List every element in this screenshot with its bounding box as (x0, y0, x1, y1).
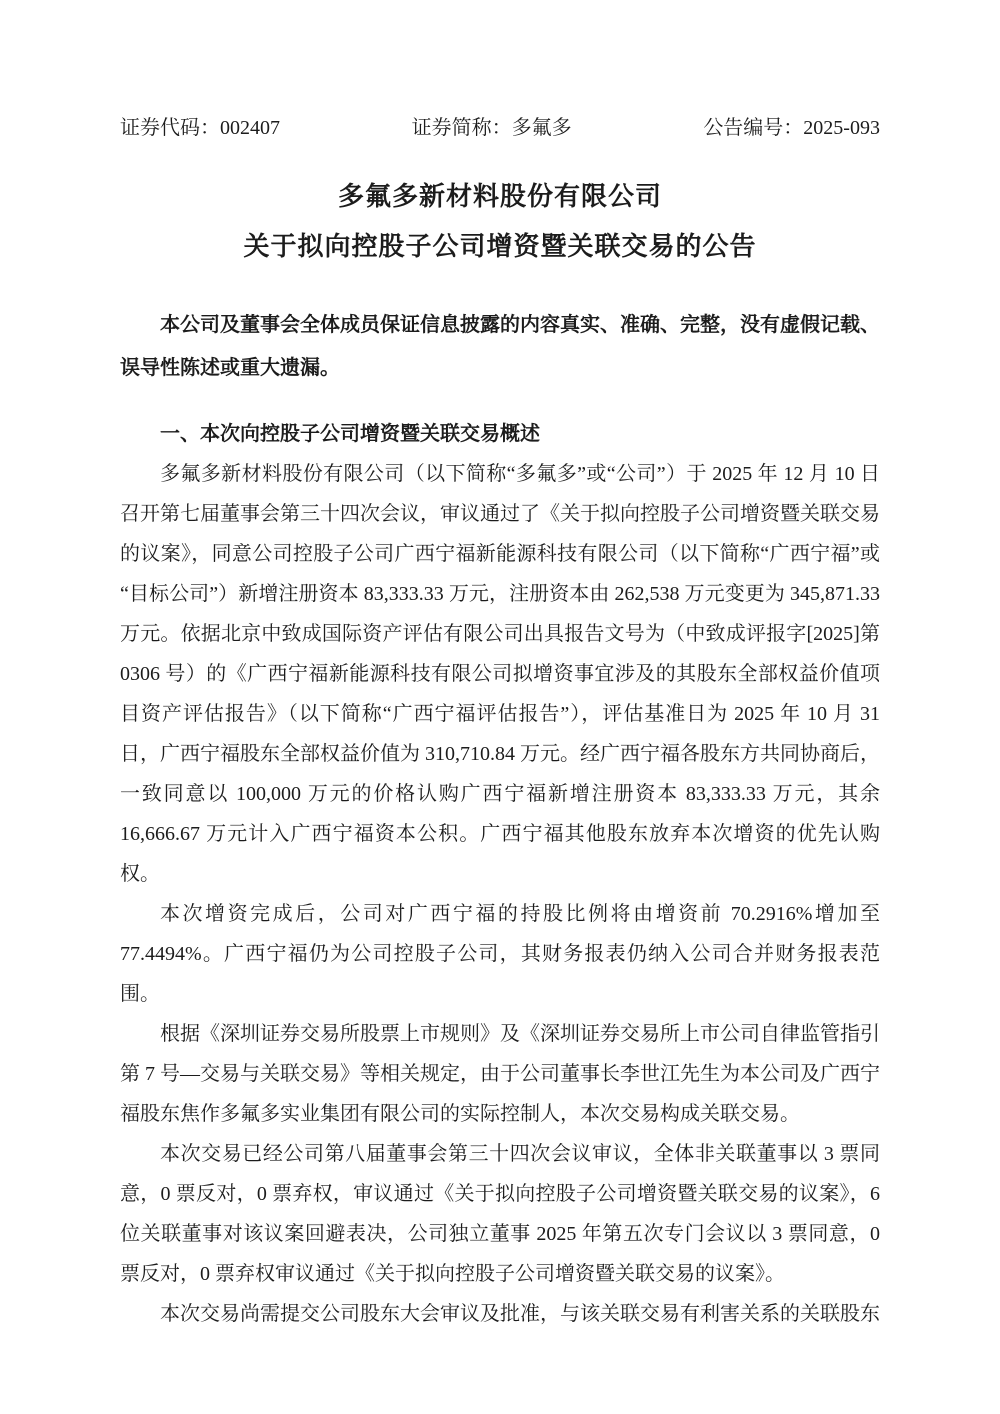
paragraph: 本次交易已经公司第八届董事会第三十四次会议审议，全体非关联董事以 3 票同意，0 票反对，0 票弃权，审议通过《关于拟向控股子公司增资暨关联交易的议案》，6 位关联董事对该议案回避表决，公司独立董事 2025 年第五次专门会议以 3 票同意，0 票反对，0 票弃权审议通过《关于拟向控股子公司增资暨关联交易的议案》。 (120, 1143, 880, 1285)
paragraph: 多氟多新材料股份有限公司（以下简称“多氟多”或“公司”）于 2025 年 12 月 10 日召开第七届董事会第三十四次会议，审议通过了《关于拟向控股子公司增资暨关联交易的议案》，同意公司控股子公司广西宁福新能源科技有限公司（以下简称“广西宁福”或“目标公司”）新增注册资本 83,333.33 万元，注册资本由 262,538 万元变更为 345,871.33 万元。依据北京中致成国际资产评估有限公司出具报告文号为（中致成评报字[2025]第 0306 号）的《广西宁福新能源科技有限公司拟增资事宜涉及的其股东全部权益价值项目资产评估报告》（以下简称“广西宁福评估报告”），评估基准日为 2025 年 10 月 31 日，广西宁福股东全部权益价值为 310,710.84 万元。经广西宁福各股东方共同协商后，一致同意以 100,000 万元的价格认购广西宁福新增注册资本 83,333.33 万元，其余 16,666.67 万元计入广西宁福资本公积。广西宁福其他股东放弃本次增资的优先认购权。 (120, 463, 880, 885)
section-body (120, 454, 880, 1334)
document-header (120, 116, 880, 140)
company-name-title: 多氟多新材料股份有限公司 (337, 182, 662, 211)
paragraph: 本次增资完成后，公司对广西宁福的持股比例将由增资前 70.2916%增加至 77.4494%。广西宁福仍为公司控股子公司，其财务报表仍纳入公司合并财务报表范围。 (120, 903, 880, 1005)
integrity-statement: 本公司及董事会全体成员保证信息披露的内容真实、准确、完整，没有虚假记载、误导性陈述或重大遗漏。 (120, 314, 880, 379)
stock-short-name: 证券简称：多氟多 (411, 117, 572, 139)
paragraph: 根据《深圳证券交易所股票上市规则》及《深圳证券交易所上市公司自律监管指引第 7 号—交易与关联交易》等相关规定，由于公司董事长李世江先生为本公司及广西宁福股东焦作多氟多实业集团有限公司的实际控制人，本次交易构成关联交易。 (120, 1023, 880, 1125)
paragraph: 本次交易尚需提交公司股东大会审议及批准，与该关联交易有利害关系的关联股东 (160, 1303, 880, 1325)
announcement-title: 关于拟向控股子公司增资暨关联交易的公告 (243, 232, 757, 261)
section-heading: 一、本次向控股子公司增资暨关联交易概述 (160, 423, 540, 445)
stock-code: 证券代码：002407 (120, 117, 280, 139)
announcement-number: 公告编号：2025-093 (703, 117, 880, 139)
